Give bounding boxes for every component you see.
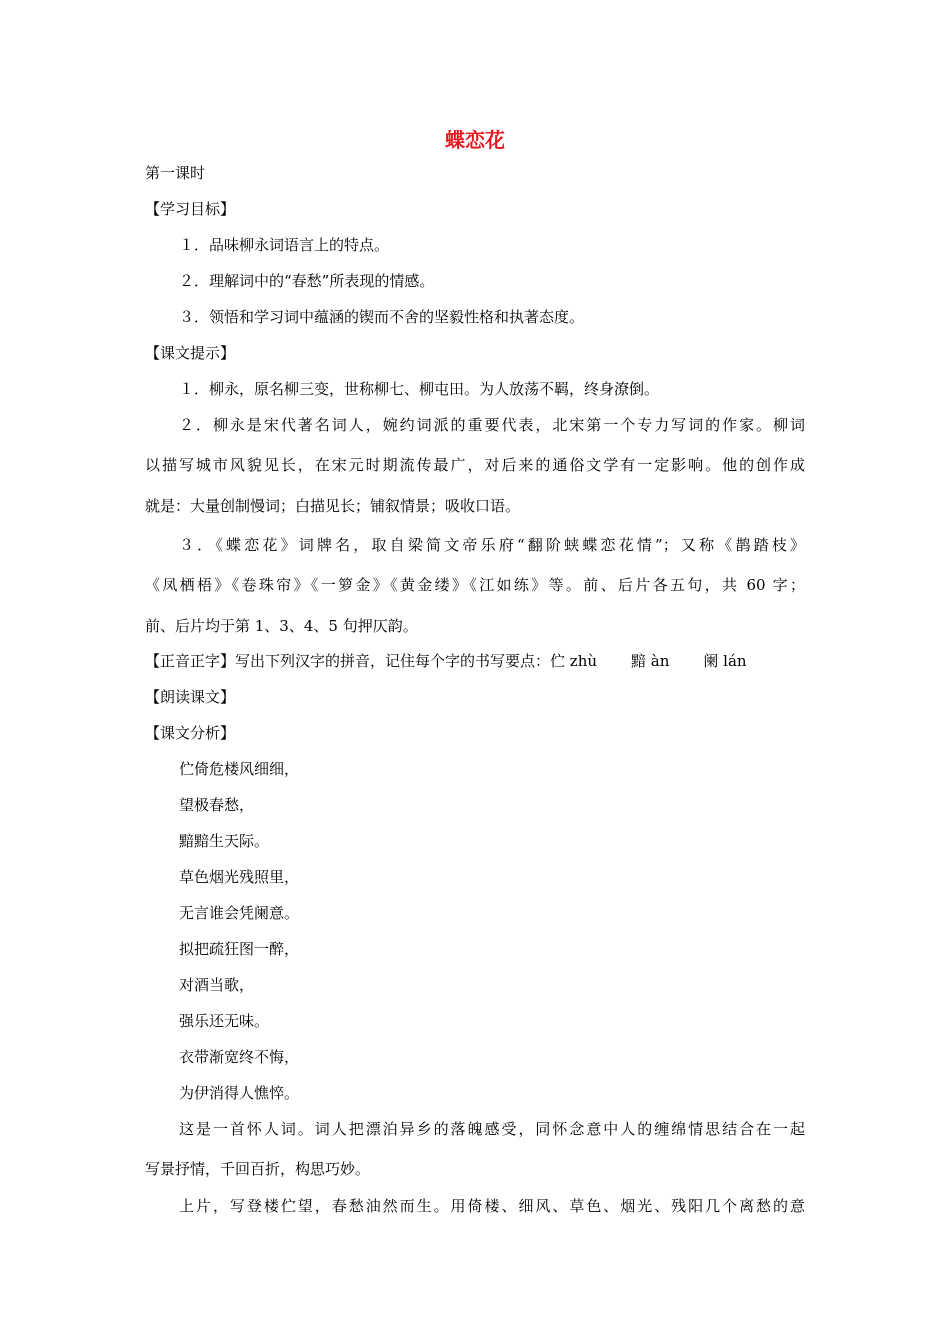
poem-line: 对酒当歌， (179, 976, 255, 994)
poem-line: 草色烟光残照里， (179, 868, 300, 886)
poem-line: 拟把疏狂图一醉， (179, 940, 300, 958)
poem-line: 强乐还无味。 (179, 1012, 270, 1030)
analysis-heading: 【课文分析】 (145, 724, 236, 742)
goal-item: ２．理解词中的“春愁”所表现的情感。 (179, 272, 435, 290)
tip-paragraph-line: 《凤栖梧》《卷珠帘》《一箩金》《黄金缕》《江如练》等。前、后片各五句，共 60 字； (145, 576, 805, 594)
pinyin-item: 阑 lán (703, 652, 747, 670)
poem-line: 黯黯生天际。 (179, 832, 270, 850)
tip-paragraph-line: 前、后片均于第 1、3、4、5 句押仄韵。 (145, 617, 418, 635)
goal-item: ３．领悟和学习词中蕴涵的锲而不舍的坚毅性格和执著态度。 (179, 308, 585, 326)
document-title: 蝶恋花 (445, 128, 505, 152)
tip-paragraph-line: ３．《蝶恋花》词牌名，取自梁简文帝乐府“翻阶蛱蝶恋花情”；又称《鹊踏枝》 (179, 536, 805, 554)
analysis-paragraph-line: 这是一首怀人词。词人把漂泊异乡的落魄感受，同怀念意中人的缠绵情思结合在一起 (179, 1120, 805, 1138)
lesson-label: 第一课时 (145, 164, 206, 182)
reading-heading: 【朗读课文】 (145, 688, 236, 706)
tip-paragraph-line: ２．柳永是宋代著名词人，婉约词派的重要代表，北宋第一个专力写词的作家。柳词 (179, 416, 805, 434)
tip-paragraph-line: 就是：大量创制慢词；白描见长；铺叙情景；吸收口语。 (145, 497, 521, 515)
pinyin-item: 黯 àn (631, 652, 670, 670)
tips-heading: 【课文提示】 (145, 344, 236, 362)
poem-line: 望极春愁， (179, 796, 255, 814)
goals-heading: 【学习目标】 (145, 200, 236, 218)
poem-line: 为伊消得人憔悴。 (179, 1084, 300, 1102)
tip-paragraph-line: 以描写城市风貌见长，在宋元时期流传最广，对后来的通俗文学有一定影响。他的创作成 (145, 456, 805, 474)
pinyin-row (145, 651, 747, 671)
pinyin-instruction: 写出下列汉字的拼音，记住每个字的书写要点： (235, 652, 551, 670)
pinyin-item: 伫 zhù (550, 652, 598, 670)
tip-item: １．柳永，原名柳三变，世称柳七、柳屯田。为人放荡不羁，终身潦倒。 (179, 380, 660, 398)
poem-line: 衣带渐宽终不悔， (179, 1048, 300, 1066)
goal-item: １．品味柳永词语言上的特点。 (179, 236, 390, 254)
pinyin-heading: 【正音正字】 (145, 652, 236, 670)
poem-line: 伫倚危楼风细细， (179, 760, 300, 778)
poem-line: 无言谁会凭阑意。 (179, 904, 300, 922)
analysis-paragraph-line: 上片，写登楼伫望，春愁油然而生。用倚楼、细风、草色、烟光、残阳几个离愁的意 (179, 1197, 805, 1215)
analysis-paragraph-line: 写景抒情，千回百折，构思巧妙。 (145, 1160, 371, 1178)
